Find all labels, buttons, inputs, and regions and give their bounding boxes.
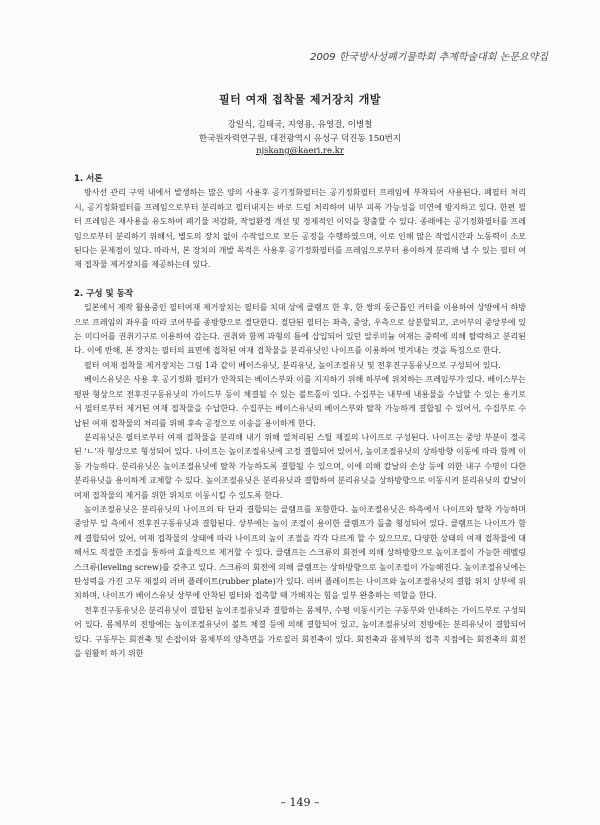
- body-paragraph: 베이스유닛은 사용 후 공기정화 필터가 안착되는 베이스부와 이를 지지하기 위해 하부에 위치하는 프레임부가 있다. 베이스부는 평판 형상으로 전후진구동유닛의 가이드부 등이 체결될 수 있는 볼트홀이 있다. 수집부는 내부에 내용물을 수납할 수 있는 용기로서 필터로부터 제거된 여재 접착물을 수납한다. 수집부는 베이스유닛의 베이스부와 탈착 가능하게 결합될 수 있어서, 수집부로 수납된 여재 접착물의 처리를 위해 후속 공정으로 이송을 용이하게 한다.: [74, 375, 526, 428]
- section-introduction: [74, 172, 526, 273]
- running-head: 2009 한국방사성폐기물학회 추계학술대회 논문요약집: [310, 52, 548, 63]
- body-paragraph: 높이조절유닛은 분리유닛의 나이프의 타 단과 결합되는 클램프를 포함한다. 높이조절유닛은 하측에서 나이프와 탈착 가능하며 중앙부 일 측에서 전후진구동유닛과 결합된다. 상부에는 높이 조절이 용이한 클램프가 돌출 형성되어 있다. 클램프는 나이프가 함께 결합되어 있어, 여재 접착물의 상태에 따라 나이프의 높이 조절을 각각 다르게 할 수 있으므로, 다양한 상태의 여재 접착물에 대해서도 적절한 조절을 통하여 효율적으로 제거할 수 있다. 클램프는 스크류의 회전에 의해 상하방향으로 높이조절이 가능한 레벨링 스크류(leveling screw)를 갖추고 있다. 스크류의 회전에 의해 클램프는 상하방향으로 높이조절이 가능해진다. 높이조절유닛에는 탄성력을 가진 고무 재질의 러버 플레이트(rubber plate)가 있다. 러버 플레이트는 나이프와 높이조절유닛의 결합 위치 상부에 위치하며, 나이프가 베이스유닛 상부에 안착된 필터와 접촉할 때 가해지는 힘을 일부 완충하는 역할을 한다.: [74, 504, 526, 601]
- author-list: 강일식, 김태국, 지영용, 유영걸, 이병철: [227, 120, 373, 130]
- body-paragraph: 방사선 관리 구역 내에서 발생하는 많은 양의 사용후 공기정화필터는 공기정화필터 프레임에 부착되어 사용된다. 폐필터 처리시, 공기정화필터를 프레임으로부터 분리하고 필터내지는 바로 드럼 처리하여 내부 피폭 가능성을 미연에 방지하고 있다. 한편 필터 프레임은 재사용을 유도하여 폐기물 저감화, 작업환경 개선 및 경제적인 이익을 창출할 수 있다. 종래에는 공기정화필터를 프레임으로부터 분리하기 위해서, 별도의 장치 없이 수작업으로 모든 공정을 수행하였으며, 이로 인해 많은 작업시간과 노동력이 소모된다는 문제점이 있다. 따라서, 본 장치의 개발 목적은 사용후 공기정화필터를 프레임으로부터 용이하게 분리해 낼 수 있는 필터 여재 접착물 제거장치를 제공하는데 있다.: [74, 188, 526, 270]
- page-number: – 149 –: [280, 796, 320, 809]
- section-heading: 1. 서론: [74, 174, 103, 184]
- body-paragraph: 일본에서 제작 활용중인 필터여재 제거장치는 필터를 치대 상에 클램프 한 후, 한 쌍의 둥근톱인 커터를 이용하여 상방에서 하방으로 프레임의 좌우를 따라 코어부를 종방향으로 절단한다. 절단된 필터는 좌측, 중앙, 우측으로 삼분할되고, 코어부의 중앙부에 있는 미디어를 권취기구로 이용하여 감는다. 권취와 함께 과형의 틈에 삽입되어 있던 알루미늄 여재는 중력에 의해 탈락하고 분리된다. 이에 반해, 본 장치는 필터의 표면에 접착된 여재 접착물을 분리유닛인 나이프를 이용하여 벗겨내는 것을 특징으로 한다.: [74, 303, 526, 356]
- author-email: njskang@kaeri.re.kr: [256, 146, 344, 156]
- affiliation: 한국원자력연구원, 대전광역시 유성구 덕진동 150번지: [198, 134, 402, 144]
- section-configuration: [74, 287, 526, 662]
- body-paragraph: 필터 여재 접착물 제거장치는 그림 1과 같이 베이스유닛, 분리유닛, 높이조절유닛 및 전후진구동유닛으로 구성되어 있다.: [84, 360, 501, 370]
- body-paragraph: 전후진구동유닛은 분리유닛이 결합된 높이조절유닛과 결합하는 몸체부, 수평 이동시키는 구동부와 안내하는 가이드부로 구성되어 있다. 몸체부의 전방에는 높이조절유닛이 볼트 체결 등에 의해 결합되어 있고, 높이조절유닛의 전방에는 분리유닛이 결합되어 있다. 구동부는 회전축 및 손잡이와 몸체부의 양측면을 가로질러 회전축이 있다. 회전축과 몸체부의 접촉 지점에는 회전축의 회전을 원활히 하기 위한: [74, 605, 526, 658]
- paper-title: 필터 여재 접착물 제거장치 개발: [219, 93, 381, 106]
- paper-body: [74, 172, 526, 661]
- section-heading: 2. 구성 및 동작: [74, 288, 134, 299]
- body-paragraph: 분리유닛은 필터로부터 여재 접착물을 분리해 내기 위해 열처리된 스틸 재질의 나이프로 구성된다. 나이프는 중앙 부분이 절곡된 'ㄴ'자 형상으로 형성되어 있다. 나이프는 높이조절유닛에 고정 결합되어 있어서, 높이조절유닛의 상하방향 이동에 따라 함께 이동 가능하다. 분리유닛은 높이조절유닛에 탈착 가능하도록 결합될 수 있으며, 이에 의해 칼날의 손상 등에 의한 내구 수명이 다한 분리유닛을 용이하게 교체할 수 있다. 높이조절유닛은 분리유닛과 결합하여 분리유닛을 상하방향으로 이동시켜 분리유닛의 칼날이 여재 접착물의 제거를 위한 위치로 이동시킬 수 있도록 한다.: [74, 432, 526, 500]
